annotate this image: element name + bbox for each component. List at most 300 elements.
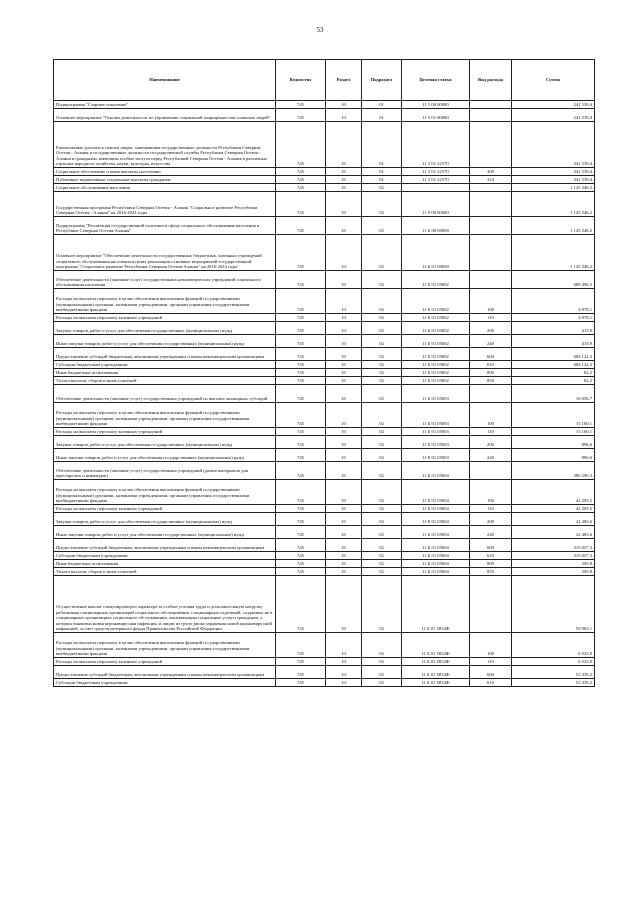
cell-sum: 59 963,1 [512,576,595,633]
cell-podrazdel: 01 [362,122,402,168]
cell-podrazdel: 01 [362,176,402,184]
cell-sum: 380 290,3 [512,462,595,480]
table-row [54,658,595,666]
cell-ved: 745 [276,576,326,633]
table-row [54,377,595,385]
cell-sum: 241 539,4 [512,176,595,184]
cell-name: Государственная программа Республики Северная Осетия - Алания "Социальное развитие Республики Северная Осетия - Алания" на 2016-2024 годы [54,192,276,217]
header-ved: Ведомство [276,60,326,101]
cell-ved: 745 [276,322,326,335]
cell-name: Расходы на выплаты персоналу в целях обеспечения выполнения функций государственными (муниципальными) органами, казенными учреждениями, органами управления государственными внебюджетными фондами [54,289,276,314]
cell-ved: 745 [276,369,326,377]
cell-name: Субсидии бюджетным учреждениям [54,552,276,560]
cell-razdel: 10 [326,403,362,428]
cell-sum: 6 523,9 [512,633,595,658]
cell-sum: 505,8 [512,560,595,568]
table-row [54,168,595,176]
cell-sum: 4 878,1 [512,314,595,322]
table-row [54,101,595,109]
cell-sum: 1 145 346,2 [512,217,595,235]
cell-sum: 684 122,3 [512,361,595,369]
cell-sum: 241 539,4 [512,109,595,122]
cell-name: Обеспечение деятельности (оказание услуг) государственных некоммерческих учреждений социального обслуживания населения [54,271,276,289]
cell-name: Обеспечение деятельности (оказание услуг) государственных учреждений (домов-интернатов для престарелых и инвалидов) [54,462,276,480]
cell-sum: 4 878,1 [512,289,595,314]
cell-name: Публичные нормативные социальные выплаты гражданам [54,176,276,184]
cell-razdel: 10 [326,314,362,322]
cell-csr: 11 Б 01 05003 [402,428,470,436]
table-row [54,369,595,377]
cell-sum: 413,9 [512,335,595,348]
cell-podrazdel: 02 [362,462,402,480]
cell-csr: 11 Б 01 05004 [402,505,470,513]
cell-podrazdel: 02 [362,348,402,361]
cell-podrazdel: 02 [362,184,402,192]
cell-csr: 11 5 01 00000 [402,109,470,122]
cell-csr: 11 Б 01 05004 [402,513,470,526]
cell-ved: 745 [276,335,326,348]
cell-vr: 600 [470,539,512,552]
cell-razdel: 10 [326,168,362,176]
cell-vr: 800 [470,369,512,377]
cell-sum: 1 145 346,2 [512,184,595,192]
table-row [54,633,595,658]
cell-ved: 745 [276,385,326,403]
cell-name: Закупка товаров, работ и услуг для обеспечения государственных (муниципальных) нужд [54,322,276,335]
cell-name: Закупка товаров, работ и услуг для обеспечения государственных (муниципальных) нужд [54,513,276,526]
cell-csr: 11 0 00 00000 [402,192,470,217]
cell-razdel: 10 [326,462,362,480]
cell-razdel: 10 [326,271,362,289]
cell-name: Иные закупки товаров, работ и услуг для обеспечения государственных (муниципальных) нужд [54,526,276,539]
cell-podrazdel: 02 [362,658,402,666]
cell-vr [470,462,512,480]
cell-razdel: 10 [326,679,362,687]
cell-name: Расходы на выплаты персоналу казенных учреждений [54,314,276,322]
cell-vr: 100 [470,480,512,505]
cell-ved: 745 [276,168,326,176]
cell-vr: 310 [470,176,512,184]
cell-vr [470,271,512,289]
table-row [54,235,595,271]
table-row [54,289,595,314]
cell-csr: 11 Б 01 05002 [402,335,470,348]
cell-ved: 745 [276,428,326,436]
table-header-row [54,60,595,101]
cell-sum: 315 057,3 [512,552,595,560]
cell-ved: 745 [276,217,326,235]
cell-podrazdel: 02 [362,192,402,217]
cell-razdel: 10 [326,101,362,109]
cell-csr: 11 Б 01 5834Ф [402,576,470,633]
cell-ved: 745 [276,122,326,168]
cell-sum: 42 203,5 [512,505,595,513]
cell-sum: 241 539,4 [512,122,595,168]
cell-csr: 11 Б 01 5834Ф [402,666,470,679]
cell-razdel: 10 [326,539,362,552]
cell-csr: 11 Б 01 05002 [402,271,470,289]
cell-vr [470,235,512,271]
cell-vr [470,122,512,168]
cell-ved: 745 [276,101,326,109]
cell-sum: 1 145 346,2 [512,192,595,217]
cell-ved: 745 [276,192,326,217]
page-number: 53 [316,26,324,34]
table-row [54,539,595,552]
cell-ved: 745 [276,526,326,539]
table-row [54,560,595,568]
cell-ved: 745 [276,361,326,369]
cell-ved: 745 [276,480,326,505]
cell-name: Социальное обслуживание населения [54,184,276,192]
cell-podrazdel: 02 [362,576,402,633]
cell-vr: 200 [470,513,512,526]
cell-sum: 241 539,4 [512,101,595,109]
cell-vr [470,101,512,109]
cell-name: Расходы на выплаты персоналу казенных учреждений [54,428,276,436]
cell-razdel: 10 [326,361,362,369]
cell-csr: 11 Б 01 05002 [402,361,470,369]
cell-ved: 745 [276,462,326,480]
cell-name: Иные закупки товаров, работ и услуг для обеспечения государственных (муниципальных) нужд [54,449,276,462]
cell-vr: 100 [470,633,512,658]
cell-name: Обеспечение деятельности (оказание услуг) государственных учреждений по выплате жилищных субсидий [54,385,276,403]
table-row [54,322,595,335]
cell-ved: 745 [276,403,326,428]
cell-name: Расходы на выплаты персоналу казенных учреждений [54,505,276,513]
cell-vr: 240 [470,335,512,348]
cell-vr: 110 [470,314,512,322]
cell-razdel: 10 [326,176,362,184]
cell-razdel: 10 [326,377,362,385]
cell-podrazdel: 01 [362,168,402,176]
cell-razdel: 10 [326,449,362,462]
cell-vr: 110 [470,505,512,513]
cell-name: Субсидии бюджетным учреждениям [54,361,276,369]
cell-podrazdel: 02 [362,449,402,462]
cell-sum: 896,6 [512,449,595,462]
cell-razdel: 10 [326,560,362,568]
cell-ved: 745 [276,348,326,361]
cell-podrazdel: 02 [362,633,402,658]
cell-sum: 15 160,1 [512,403,595,428]
header-razdel: Раздел [326,60,362,101]
cell-csr: 11 Б 01 05004 [402,568,470,576]
table-row [54,403,595,428]
cell-vr [470,217,512,235]
cell-ved: 745 [276,666,326,679]
cell-csr: 11 Б 01 05004 [402,480,470,505]
cell-sum: 53 439,2 [512,666,595,679]
cell-csr: 11 Б 01 05004 [402,526,470,539]
cell-podrazdel: 02 [362,403,402,428]
header-sum: Сумма [512,60,595,101]
cell-csr: 11 Б 01 05003 [402,436,470,449]
cell-csr: 11 5 01 22570 [402,122,470,168]
cell-ved: 745 [276,314,326,322]
table-row [54,568,595,576]
cell-razdel: 10 [326,428,362,436]
cell-sum: 53 439,2 [512,679,595,687]
cell-razdel: 10 [326,552,362,560]
cell-ved: 745 [276,679,326,687]
cell-sum: 22 483,6 [512,513,595,526]
table-row [54,436,595,449]
cell-csr [402,184,470,192]
cell-vr: 850 [470,568,512,576]
cell-podrazdel: 02 [362,568,402,576]
cell-csr: 11 Б 01 05004 [402,539,470,552]
cell-ved: 745 [276,505,326,513]
cell-vr: 110 [470,428,512,436]
cell-podrazdel: 02 [362,480,402,505]
cell-name: Расходы на выплаты персоналу в целях обеспечения выполнения функций государственными (муниципальными) органами, казенными учреждениями, органами управления государственными внебюджетными фондами [54,633,276,658]
table-row [54,184,595,192]
cell-razdel: 10 [326,658,362,666]
budget-table [53,59,595,687]
cell-name: Подпрограмма "Старшее поколение" [54,101,276,109]
cell-name: Осуществление выплат стимулирующего характера за особые условия труда и дополнительную нагрузку работникам стационарных организаций социального обслуживания, стационарных отделений, созданных не в стационарных организациях социального обслуживания, оказывающим социальные услуги гражданам, у которых выявлена новая коронавирусная инфекция, и лицам из групп риска заражения новой коронавирусной инфекцией, за счет средств резервного фонда Правительства Российской Федерации [54,576,276,633]
cell-razdel: 10 [326,576,362,633]
cell-csr: 11 5 00 00000 [402,101,470,109]
table-row [54,217,595,235]
cell-name: Предоставление субсидий бюджетным, автономным учреждениям и иным некоммерческим организациям [54,348,276,361]
table-row [54,679,595,687]
cell-ved: 745 [276,235,326,271]
cell-podrazdel: 02 [362,322,402,335]
table-row [54,666,595,679]
table-row [54,122,595,168]
cell-vr: 110 [470,658,512,666]
cell-name: Социальное обеспечение и иные выплаты населению [54,168,276,176]
cell-csr: 11 Б 01 5834Ф [402,658,470,666]
cell-sum: 16 056,7 [512,385,595,403]
cell-podrazdel: 02 [362,369,402,377]
cell-podrazdel: 02 [362,428,402,436]
cell-ved: 745 [276,513,326,526]
cell-razdel: 10 [326,217,362,235]
cell-ved: 745 [276,568,326,576]
cell-name: Иные закупки товаров, работ и услуг для обеспечения государственных (муниципальных) нужд [54,335,276,348]
cell-ved: 745 [276,377,326,385]
cell-ved: 745 [276,633,326,658]
cell-ved: 745 [276,289,326,314]
cell-name: Закупка товаров, работ и услуг для обеспечения государственных (муниципальных) нужд [54,436,276,449]
cell-ved: 745 [276,658,326,666]
cell-razdel: 10 [326,666,362,679]
cell-name: Иные бюджетные ассигнования [54,560,276,568]
cell-podrazdel: 02 [362,335,402,348]
cell-vr: 240 [470,449,512,462]
cell-sum: 15 160,1 [512,428,595,436]
cell-csr: 11 Б 01 05003 [402,449,470,462]
cell-csr: 11 Б 01 05004 [402,552,470,560]
cell-razdel: 10 [326,385,362,403]
cell-podrazdel: 02 [362,539,402,552]
table-row [54,576,595,633]
cell-sum: 82,2 [512,377,595,385]
cell-ved: 745 [276,271,326,289]
cell-sum: 315 057,3 [512,539,595,552]
table-row [54,192,595,217]
cell-vr [470,192,512,217]
cell-podrazdel: 02 [362,552,402,560]
cell-razdel: 10 [326,192,362,217]
cell-csr: 11 Б 01 05004 [402,462,470,480]
cell-podrazdel: 02 [362,377,402,385]
header-name: Наименование [54,60,276,101]
cell-ved: 745 [276,560,326,568]
header-vr: Вид расхода [470,60,512,101]
cell-name: Подпрограмма "Реализация государственной политики в сфере социального обслуживания населения в Республике Северная Осетия-Алания" [54,217,276,235]
table-row [54,449,595,462]
cell-csr: 11 Б 01 05002 [402,348,470,361]
cell-podrazdel: 02 [362,505,402,513]
cell-csr: 11 Б 01 05002 [402,369,470,377]
cell-podrazdel: 02 [362,217,402,235]
cell-csr: 11 Б 01 05002 [402,289,470,314]
cell-razdel: 10 [326,436,362,449]
cell-sum: 413,9 [512,322,595,335]
cell-sum: 505,8 [512,568,595,576]
cell-csr: 11 Б 01 05002 [402,322,470,335]
table-row [54,361,595,369]
cell-podrazdel: 02 [362,436,402,449]
cell-name: Ежемесячные доплаты к пенсии лицам, замещавшим государственные должности Республики Северная Осетия - Алания и государственные должности государственной службы Республики Северная Осетия - Алания и гражданам, имеющим особые заслуги перед Республикой Северная Осетия - Алания в различных отраслях народного хозяйства, науки, культуры, искусства [54,122,276,168]
cell-name: Расходы на выплаты персоналу казенных учреждений [54,658,276,666]
table-row [54,505,595,513]
cell-vr [470,576,512,633]
cell-vr: 240 [470,526,512,539]
cell-ved: 745 [276,449,326,462]
cell-razdel: 10 [326,505,362,513]
cell-podrazdel: 02 [362,513,402,526]
cell-razdel: 10 [326,568,362,576]
cell-ved: 745 [276,552,326,560]
header-csr: Целевая статья [402,60,470,101]
cell-podrazdel: 02 [362,666,402,679]
table-row [54,385,595,403]
cell-razdel: 10 [326,184,362,192]
cell-podrazdel: 02 [362,271,402,289]
table-row [54,462,595,480]
cell-vr: 600 [470,666,512,679]
cell-csr: 11 Б 01 05002 [402,314,470,322]
cell-name: Предоставление субсидий бюджетным, автономным учреждениям и иным некоммерческим организациям [54,539,276,552]
table-row [54,348,595,361]
cell-razdel: 10 [326,109,362,122]
cell-name: Иные бюджетные ассигнования [54,369,276,377]
cell-podrazdel: 02 [362,526,402,539]
header-podrazdel: Подраздел [362,60,402,101]
table-row [54,428,595,436]
cell-csr: 11 5 01 22570 [402,168,470,176]
cell-vr: 100 [470,403,512,428]
cell-vr: 300 [470,168,512,176]
cell-razdel: 10 [326,348,362,361]
table-row [54,314,595,322]
cell-vr: 100 [470,289,512,314]
cell-sum: 689 496,5 [512,271,595,289]
cell-sum: 241 539,4 [512,168,595,176]
cell-name: Основное мероприятие "Основы деятельности по управлению социальной защищенностью пожилых людей" [54,109,276,122]
cell-sum: 42 203,5 [512,480,595,505]
cell-razdel: 10 [326,335,362,348]
cell-ved: 745 [276,539,326,552]
cell-razdel: 10 [326,122,362,168]
cell-name: Субсидии бюджетным учреждениям [54,679,276,687]
cell-csr: 11 5 01 22570 [402,176,470,184]
cell-podrazdel: 02 [362,679,402,687]
cell-csr: 11 Б 01 5834Ф [402,633,470,658]
cell-vr [470,109,512,122]
cell-sum: 896,6 [512,436,595,449]
cell-csr: 11 Б 01 05003 [402,385,470,403]
cell-ved: 745 [276,184,326,192]
cell-razdel: 10 [326,526,362,539]
cell-csr: 11 Б 00 00000 [402,217,470,235]
cell-vr: 200 [470,436,512,449]
cell-vr: 610 [470,361,512,369]
cell-vr: 600 [470,348,512,361]
cell-podrazdel: 02 [362,560,402,568]
table-row [54,526,595,539]
cell-vr [470,385,512,403]
table-row [54,271,595,289]
cell-ved: 745 [276,176,326,184]
cell-razdel: 10 [326,369,362,377]
cell-razdel: 10 [326,322,362,335]
cell-razdel: 10 [326,633,362,658]
cell-vr: 850 [470,377,512,385]
cell-csr: 11 Б 01 05003 [402,403,470,428]
cell-name: Основное мероприятие "Обеспечение деятельности государственных бюджетных, казенных учреждений социального обслуживания населения в целях реализации основных мероприятий государственной программы "Социальное развитие Республики Северная Осетия-Алания" на 2016-2024 годы" [54,235,276,271]
cell-csr: 11 Б 01 05004 [402,560,470,568]
cell-sum: 22 483,6 [512,526,595,539]
cell-sum: 6 523,9 [512,658,595,666]
cell-name: Предоставление субсидий бюджетным, автономным учреждениям и иным некоммерческим организациям [54,666,276,679]
table-row [54,335,595,348]
cell-name: Расходы на выплаты персоналу в целях обеспечения выполнения функций государственными (муниципальными) органами, казенными учреждениями, органами управления государственными внебюджетными фондами [54,480,276,505]
cell-sum: 1 145 346,2 [512,235,595,271]
cell-name: Расходы на выплаты персоналу в целях обеспечения выполнения функций государственными (муниципальными) органами, казенными учреждениями, органами управления государственными внебюджетными фондами [54,403,276,428]
table-row [54,480,595,505]
cell-razdel: 10 [326,513,362,526]
cell-razdel: 10 [326,480,362,505]
cell-razdel: 10 [326,289,362,314]
cell-vr: 200 [470,322,512,335]
cell-podrazdel: 01 [362,101,402,109]
cell-sum: 684 122,3 [512,348,595,361]
table-row [54,552,595,560]
cell-name: Уплата налогов, сборов и иных платежей [54,568,276,576]
cell-ved: 745 [276,109,326,122]
cell-vr: 800 [470,560,512,568]
table-row [54,176,595,184]
cell-podrazdel: 02 [362,235,402,271]
cell-podrazdel: 02 [362,385,402,403]
cell-name: Уплата налогов, сборов и иных платежей [54,377,276,385]
cell-vr: 610 [470,552,512,560]
cell-ved: 745 [276,436,326,449]
cell-csr: 11 Б 01 5834Ф [402,679,470,687]
cell-vr [470,184,512,192]
cell-csr: 11 Б 01 00000 [402,235,470,271]
table-body [54,101,595,687]
cell-sum: 82,2 [512,369,595,377]
cell-razdel: 10 [326,235,362,271]
cell-podrazdel: 02 [362,289,402,314]
